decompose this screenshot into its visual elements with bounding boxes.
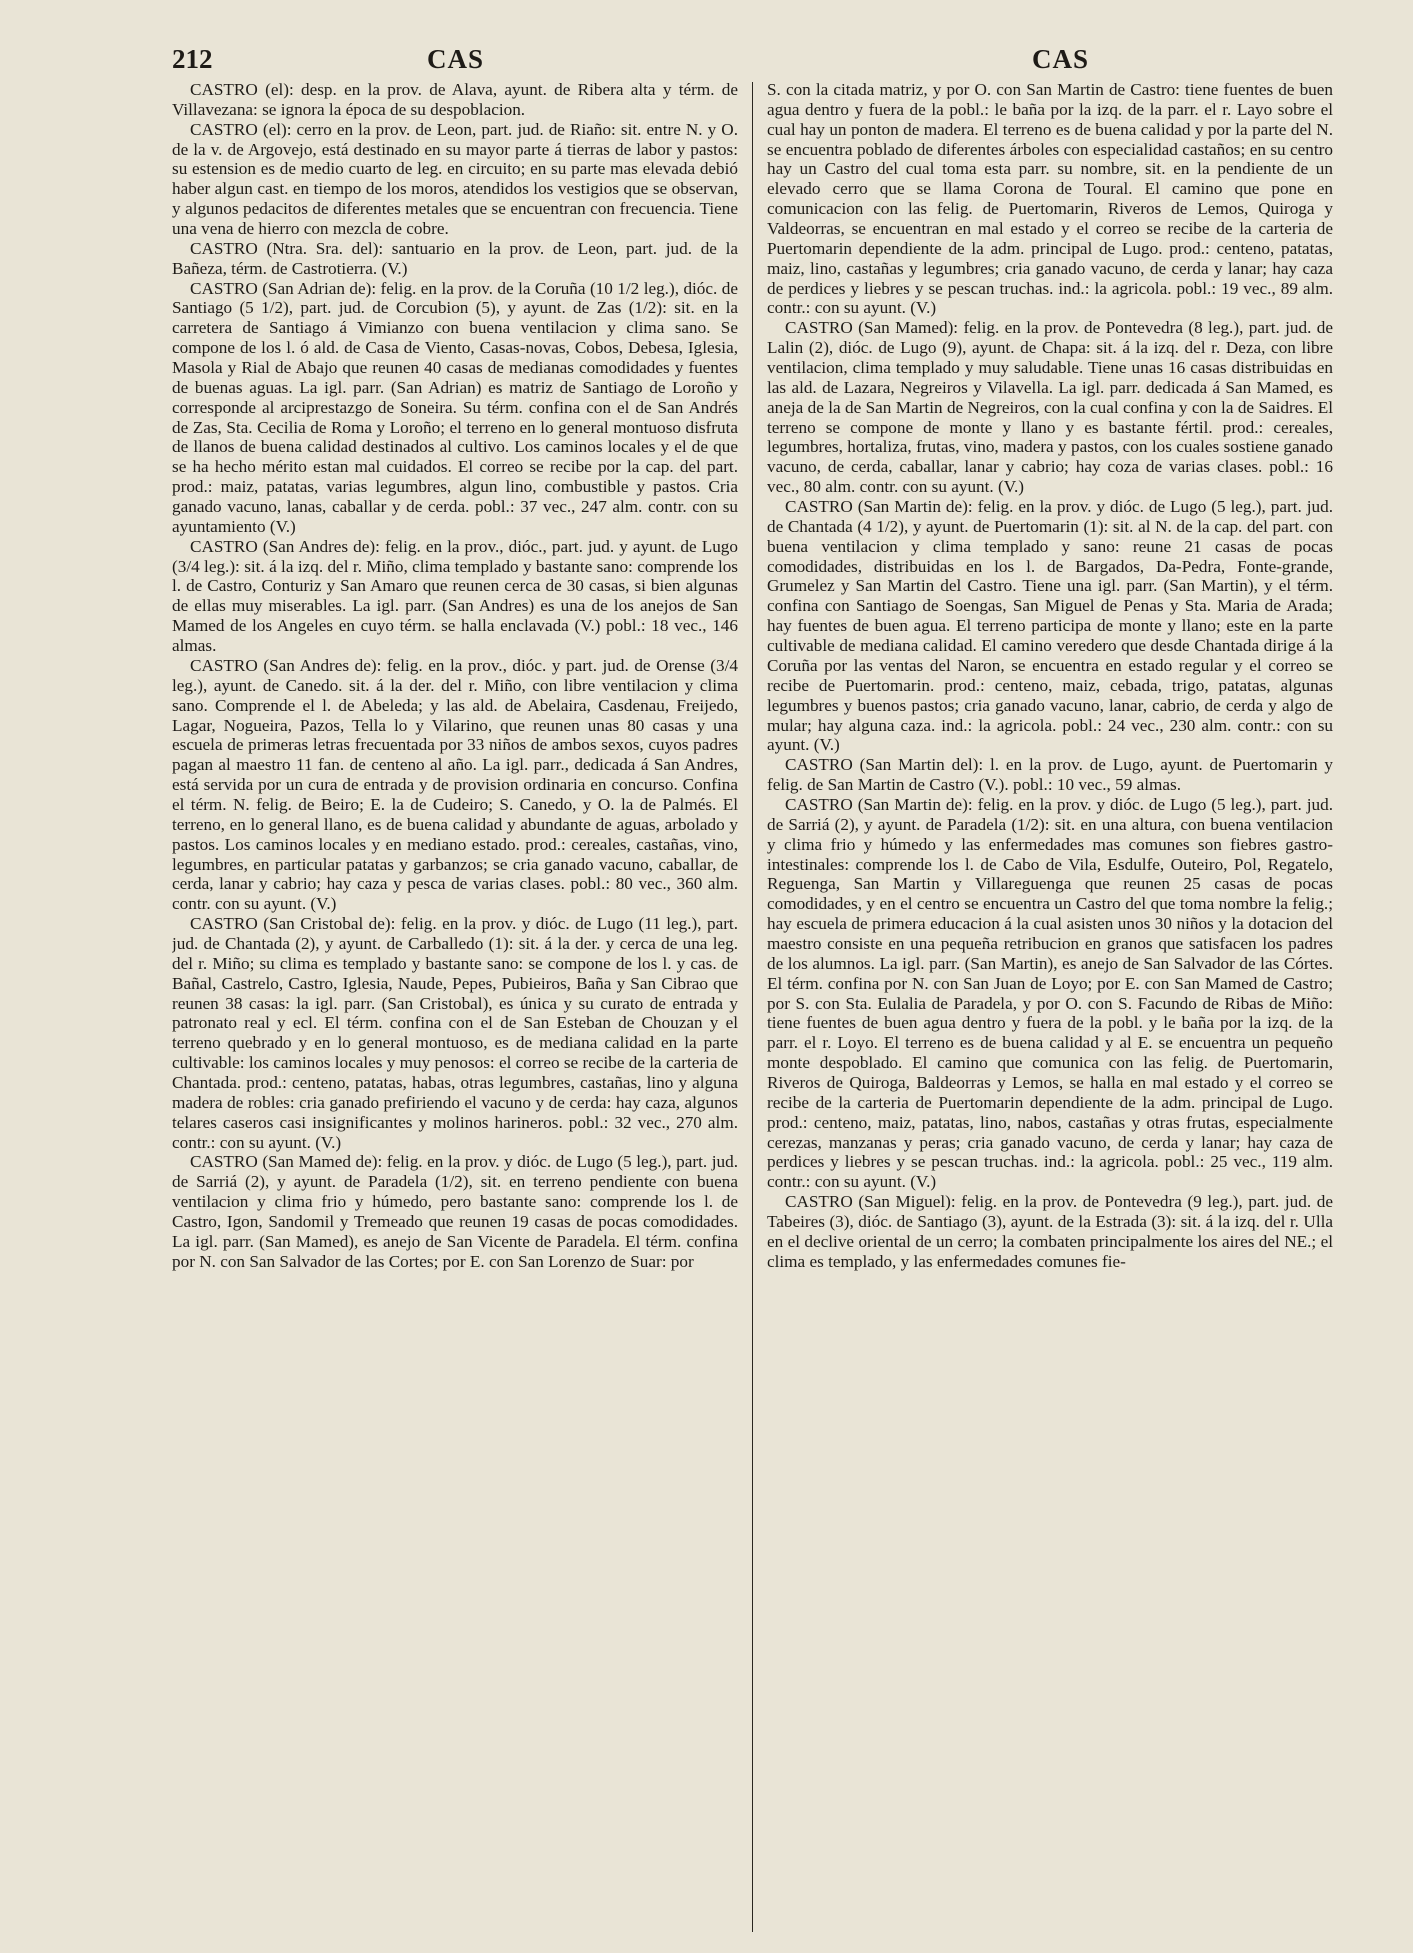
entry: CASTRO (San Miguel): felig. en la prov. de Pontevedra (9 leg.), part. jud. de Tabeires (3), dióc. de Santiago (3), ayunt. de la Estrada (3): sit. á la izq. del r. Ulla en el declive oriental de un cerro; la combaten principalmente los aires del NE.; el clima es templado, y las enfermedades comunes fie- — [767, 1192, 1333, 1271]
right-column — [753, 80, 1333, 1940]
text-columns — [172, 80, 1353, 1940]
entry: CASTRO (San Mamed): felig. en la prov. de Pontevedra (8 leg.), part. jud. de Lalin (2), dióc. de Lugo (9), ayunt. de Chapa: sit. á la izq. del r. Deza, con libre ventilacion, clima templado y muy saludable. Tiene unas 16 casas distribuidas en las ald. de Lazara, Negreiros y Vilavella. La igl. parr. dedicada á San Mamed, es aneja de la de San Martin de Negreiros, con la cual confina y con la de Saidres. El terreno se compone de monte y llano y es bastante fértil. prod.: cereales, legumbres, hortaliza, frutas, vino, madera y pastos, con los cuales sostiene ganado vacuno, de cerda, caballar, lanar y cabrio; hay coza de varias clases. pobl.: 16 vec., 80 alm. contr. con su ayunt. (V.) — [767, 318, 1333, 497]
page-number: 212 — [172, 44, 213, 74]
entry-continuation: S. con la citada matriz, y por O. con San Martin de Castro: tiene fuentes de buen agua dentro y fuera de la pobl.: le baña por la izq. de la parr. el r. Layo sobre el cual hay un ponton de madera. El terreno es de buena calidad y por la parte del N. se encuentra poblado de diferentes árboles con especialidad castaños; en su centro hay un Castro del cual toma esta parr. su nombre, sit. en la pendiente de un elevado cerro que se llama Corona de Toural. El camino que pone en comunicacion con las felig. de Puertomarin, Riveros de Lemos, Quiroga y Valdeorras, se encuentran en mal estado y el correo se recibe de la carteria de Puertomarin dependiente de la adm. principal de Lugo. prod.: centeno, patatas, maiz, lino, castañas y legumbres; cria ganado vacuno, de cerda y lanar; hay caza de perdices y liebres y se pescan truchas. ind.: la agricola. pobl.: 19 vec., 89 alm. contr.: con su ayunt. (V.) — [767, 80, 1333, 318]
left-column — [172, 80, 752, 1940]
entry: CASTRO (San Adrian de): felig. en la prov. de la Coruña (10 1/2 leg.), dióc. de Santiago (5 1/2), part. jud. de Corcubion (5), y ayunt. de Zas (1/2): sit. en la carretera de Santiago á Vimianzo con buena ventilacion y clima sano. Se compone de los l. ó ald. de Casa de Viento, Casas-novas, Cobos, Debesa, Iglesia, Masola y Rial de Abajo que reunen 40 casas de medianas comodidades y fuentes de buenas aguas. La igl. parr. (San Adrian) es matriz de Santiago de Loroño y corresponde al arciprestazgo de Soneira. Su térm. confina con el de San Andrés de Zas, Sta. Cecilia de Roma y Loroño; el terreno en lo general montuoso disfruta de llanos de buena calidad destinados al cultivo. Los caminos locales y el de que se ha hecho mérito estan mal cuidados. El correo se recibe por la cap. del part. prod.: maiz, patatas, varias legumbres, algun lino, combustible y pastos. Cria ganado vacuno, lanas, caballar y de cerda. pobl.: 37 vec., 247 alm. contr. con su ayuntamiento (V.) — [172, 278, 738, 536]
entry: CASTRO (el): desp. en la prov. de Alava, ayunt. de Ribera alta y térm. de Villavezana: se ignora la época de su despoblacion. — [172, 80, 738, 119]
entry: CASTRO (San Andres de): felig. en la prov., dióc. y part. jud. de Orense (3/4 leg.), ayunt. de Canedo. sit. á la der. del r. Miño, con libre ventilacion y clima sano. Comprende el l. de Abeleda; y las ald. de Abelaira, Casdenau, Freijedo, Lagar, Nogueira, Pazos, Tella lo y Vilarino, que reunen unas 80 casas y una escuela de primeras letras frecuentada por 33 niños de ambos sexos, cuyos padres pagan al maestro 11 fan. de centeno al año. La igl. parr., dedicada á San Andres, está servida por un cura de entrada y de provision ordinaria en concurso. Confina el térm. N. felig. de Beiro; E. la de Cudeiro; S. Canedo, y O. la de Palmés. El terreno, en lo general llano, es de buena calidad y abundante de aguas, arbolado y pastos. Los caminos locales y en mediano estado. prod.: cereales, castañas, vino, legumbres, en particular patatas y garbanzos; se cria ganado vacuno, caballar, de cerda, lanar y cabrio; hay caza y pesca de varias clases. pobl.: 80 vec., 360 alm. contr. con su ayunt. (V.) — [172, 655, 738, 914]
entry: CASTRO (San Martin del): l. en la prov. de Lugo, ayunt. de Puertomarin y felig. de San Martin de Castro (V.). pobl.: 10 vec., 59 almas. — [767, 755, 1333, 795]
running-head-left: CAS — [427, 44, 485, 74]
page-header — [172, 40, 1353, 80]
entry: CASTRO (San Andres de): felig. en la prov., dióc., part. jud. y ayunt. de Lugo (3/4 leg.): sit. á la izq. del r. Miño, clima templado y bastante sano: comprende los l. de Castro, Conturiz y San Amaro que reunen cerca de 30 casas, si bien algunas de ellas muy miserables. La igl. parr. (San Andres) es una de los anejos de San Mamed de los Angeles en cuyo térm. se halla enclavada (V.) pobl.: 18 vec., 146 almas. — [172, 536, 738, 656]
entry: CASTRO (Ntra. Sra. del): santuario en la prov. de Leon, part. jud. de la Bañeza, térm. de Castrotierra. (V.) — [172, 238, 738, 278]
entry: CASTRO (San Cristobal de): felig. en la prov. y dióc. de Lugo (11 leg.), part. jud. de Chantada (2), y ayunt. de Carballedo (1): sit. á la der. y cerca de una leg. del r. Miño; su clima es templado y bastante sano: se compone de los l. y cas. de Bañal, Castrelo, Castro, Iglesia, Naude, Pepes, Pubieiros, Baña y San Cibrao que reunen 38 casas: la igl. parr. (San Cristobal), es única y su curato de entrada y patronato real y ecl. El térm. confina con el de San Esteban de Chouzan y el terreno quebrado y en lo general montuoso, es de mediana calidad en la parte cultivable: los caminos locales y muy penosos: el correo se recibe de la carteria de Chantada. prod.: centeno, patatas, habas, otras legumbres, castañas, lino y alguna madera de robles: cria ganado prefiriendo el vacuno y de cerda: hay caza, algunos telares caseros casi insignificantes y molinos harineros. pobl.: 32 vec., 270 alm. contr.: con su ayunt. (V.) — [172, 914, 739, 1152]
running-head-right: CAS — [1032, 44, 1090, 74]
entry: CASTRO (San Mamed de): felig. en la prov. y dióc. de Lugo (5 leg.), part. jud. de Sarriá (2), y ayunt. de Paradela (1/2), sit. en terreno pendiente con buena ventilacion y clima frio y húmedo, pero bastante sano: comprende los l. de Castro, Igon, Sandomil y Tremeado que reunen 19 casas de pocas comodidades. La igl. parr. (San Mamed), es anejo de San Vicente de Paradela. El térm. confina por N. con San Salvador de las Cortes; por E. con San Lorenzo de Suar: por — [172, 1152, 738, 1271]
entry: CASTRO (el): cerro en la prov. de Leon, part. jud. de Riaño: sit. entre N. y O. de la v. de Argovejo, está destinado en su mayor parte á tierras de labor y pastos: su estension es de medio cuarto de leg. en circuito; en su parte mas elevada debió haber algun cast. en tiempo de los moros, atendidos los vestigios que se observan, y algunos pedacitos de diferentes metales que se encuentran con frecuencia. Tiene una vena de hierro con mezcla de cobre. — [172, 119, 738, 239]
entry: CASTRO (San Martin de): felig. en la prov. y dióc. de Lugo (5 leg.), part. jud. de Chantada (4 1/2), y ayunt. de Puertomarin (1): sit. al N. de la cap. del part. con buena ventilacion y clima templado y sano: reune 21 casas de pocas comodidades, distribuidas en los l. de Bargados, Da-Pedra, Fonte-grande, Grumelez y San Martin del Castro. Tiene una igl. parr. (San Martin), y el térm. confina con Santiago de Soengas, San Miguel de Penas y Sta. Maria de Arada; hay fuentes de buen agua. El terreno participa de monte y llano; este en la parte cultivable de mediana calidad. El camino veredero que desde Chantada dirige á la Coruña por las ventas del Naron, se encuentra en estado regular y el correo se recibe de Puertomarin. prod.: centeno, maiz, cebada, trigo, patatas, algunas legumbres y buenos pastos; cria ganado vacuno, lanar, cabrio, de cerda y algo de mular; hay alguna caza. ind.: la agricola. pobl.: 24 vec., 230 alm. contr.: con su ayunt. (V.) — [767, 497, 1333, 755]
entry: CASTRO (San Martin de): felig. en la prov. y dióc. de Lugo (5 leg.), part. jud. de Sarriá (2), y ayunt. de Paradela (1/2): sit. en una altura, con buena ventilacion y clima frio y húmedo y las enfermedades mas comunes son fiebres gastro-intestinales: comprende los l. de Cabo de Vila, Esdulfe, Outeiro, Pol, Regatelo, Reguenga, San Martin y Villareguenga que reunen 25 casas de pocas comodidades, y en el centro se encuentra un Castro del que toma nombre la felig.; hay escuela de primera educacion á la cual asisten unos 30 niños y la dotacion del maestro consiste en una pequeña retribucion en granos que satisfacen los padres de los alumnos. La igl. parr. (San Martin), es anejo de San Salvador de las Córtes. El térm. confina por N. con San Juan de Loyo; por E. con San Mamed de Castro; por S. con Sta. Eulalia de Paradela, y por O. con S. Facundo de Ribas de Miño: tiene fuentes de buen agua dentro y fuera de la pobl. y le baña por la izq. de la parr. el r. Loyo. El terreno es de buena calidad y al E. se encuentra un pequeño monte despoblado. El camino que comunica con las felig. de Puertomarin, Riveros de Quiroga, Baldeorras y Lemos, se halla en mal estado y el correo se recibe de la carteria de Puertomarin dependiente de la adm. principal de Lugo. prod.: centeno, maiz, patatas, lino, nabos, castañas y otras frutas, especialmente cerezas, manzanas y peras; cria ganado vacuno, de cerda y lanar; hay caza de perdices y liebres y se pescan truchas. ind.: la agricola. pobl.: 25 vec., 119 alm. contr.: con su ayunt. (V.) — [767, 794, 1333, 1192]
